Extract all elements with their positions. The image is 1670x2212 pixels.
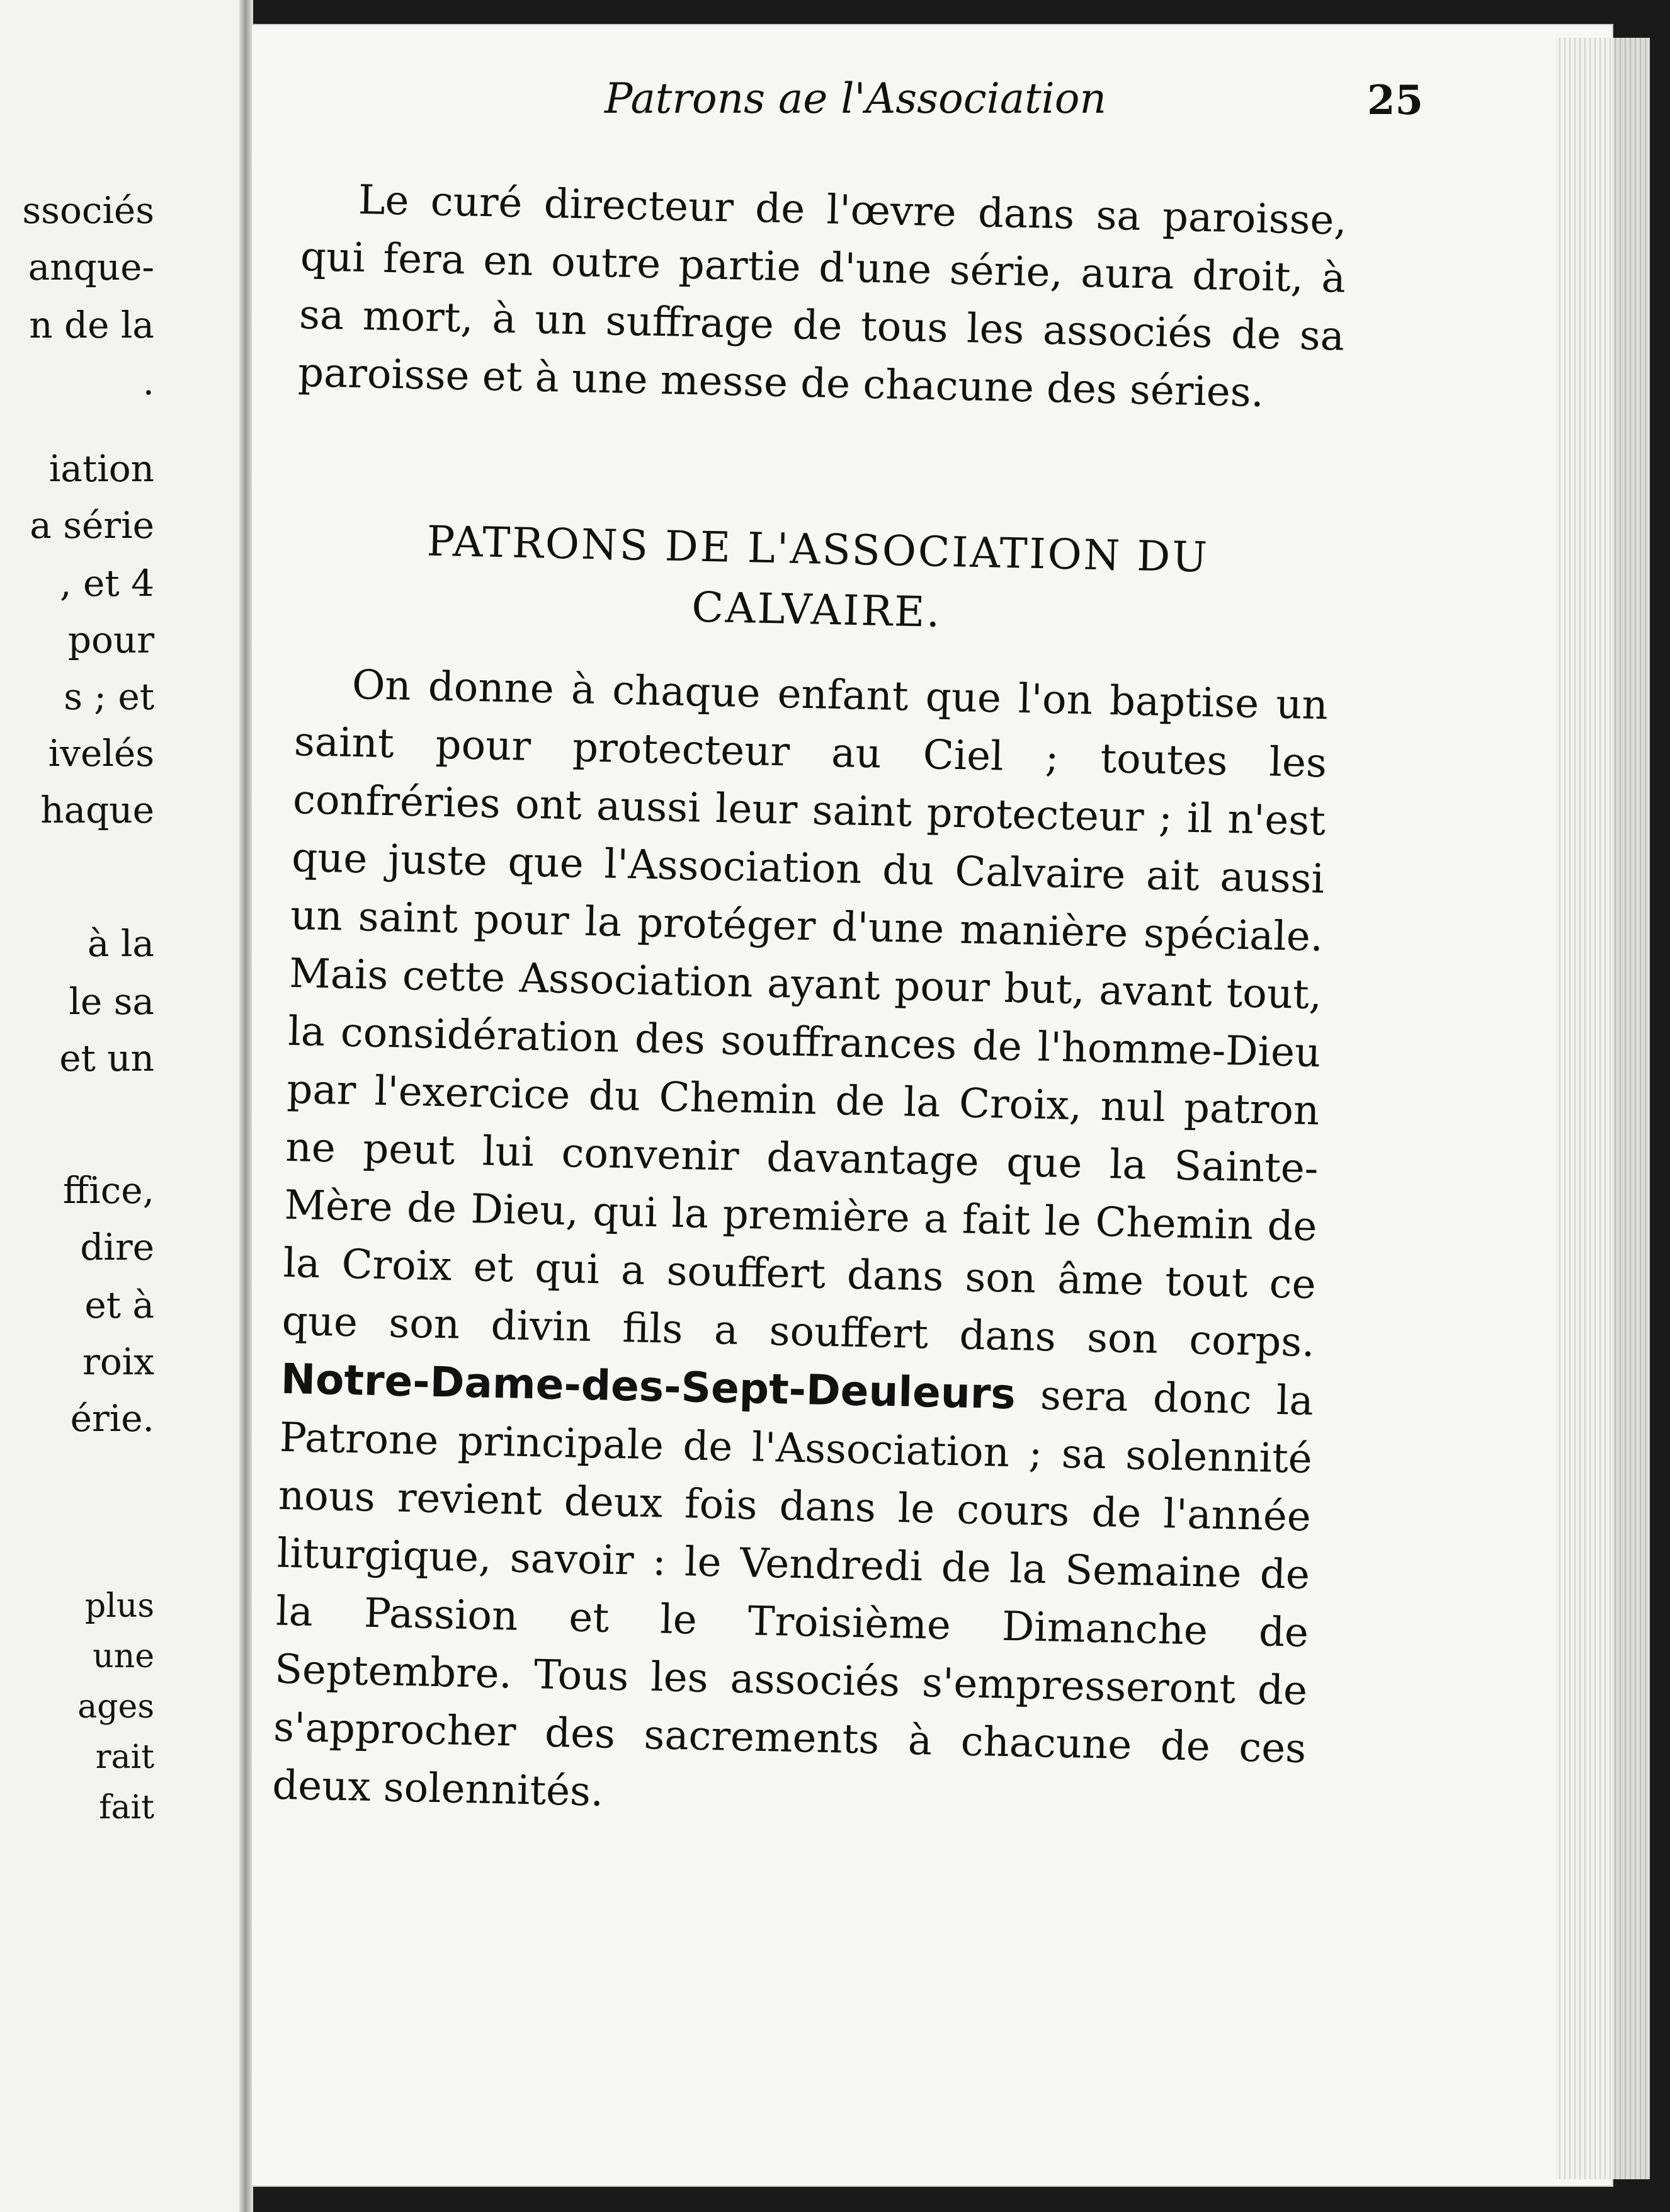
facing-page-line: . [142,360,154,403]
facing-page-line: anque- [28,246,154,288]
intro-paragraph: Le curé directeur de l'œvre dans sa paroisse, qui fera en outre partie d'une série, aura droit, à sa mort, à un suffrage de tous les associés de sa paroisse et à une messe de chacune des séries. [297,176,1348,417]
book-gutter [239,0,253,2212]
main-paragraph-part2: sera donc la Patrone principale de l'Association ; sa solennité nous revient deux fois dans le cours de l'année liturgique, savoir : le Vendredi de la Semaine de la Passion et le Troisième Dimanche de Septembre. Tous les associés s'empresseront de s'approcher des sacrements à chacune de ces deux solennités. [271,1372,1314,1816]
main-block [271,655,1328,1836]
facing-page-line: fait [99,1789,154,1827]
running-head [340,74,1423,131]
facing-page-line: iation [48,447,154,490]
facing-page-line: a série [30,504,154,547]
section-heading: PATRONS DE L'ASSOCIATION DU CALVAIRE. [426,516,1210,637]
facing-page-line: ivelés [48,732,154,775]
facing-page-line: s ; et [64,675,154,718]
facing-page-line: haque [40,789,154,831]
running-title: Patrons ae l'Association [605,74,1107,123]
facing-page-line: ssociés [22,189,154,232]
facing-page-line: pour [67,619,154,661]
facing-page-line: à la [87,922,154,965]
page-number: 25 [1366,77,1423,124]
facing-page-line: ages [77,1688,154,1726]
intro-block [297,170,1347,424]
facing-page-line: et à [84,1284,154,1326]
facing-page-line: une [93,1638,154,1675]
facing-page-line: le sa [69,980,154,1023]
facing-page-line: plus [84,1587,154,1625]
facing-page-line: roix [82,1340,154,1383]
facing-page-line: et un [59,1037,154,1080]
facing-page-line: n de la [29,304,154,346]
main-paragraph [271,655,1328,1836]
page-edges [1555,38,1650,2179]
patron-name: Notre-Dame-des-Sept-Deuleurs [280,1354,1016,1419]
heading-block [375,510,1259,649]
facing-page-line: dire [80,1226,154,1268]
main-paragraph-part1: On donne à chaque enfant que l'on baptise un saint pour protecteur au Ciel ; toutes les confréries ont aussi leur saint protecteur ; il n'est que juste que l'Association du Calvaire ait aussi un saint pour la protéger d'une manière spéciale. Mais cette Association ayant pour but, avant tout, la considération des souffrances de l'homme-Dieu par l'exercice du Chemin de la Croix, nul patron ne peut lui convenir davantage que la Sainte-Mère de Dieu, qui la première a fait le Chemin de la Croix et qui a souffert dans son âme tout ce que son divin fils a souffert dans son corps. [281,661,1329,1367]
facing-page-line: , et 4 [60,562,154,605]
facing-page-line: ffice, [63,1169,154,1212]
facing-page-line: rait [95,1738,154,1776]
facing-page-line: érie. [70,1397,154,1440]
